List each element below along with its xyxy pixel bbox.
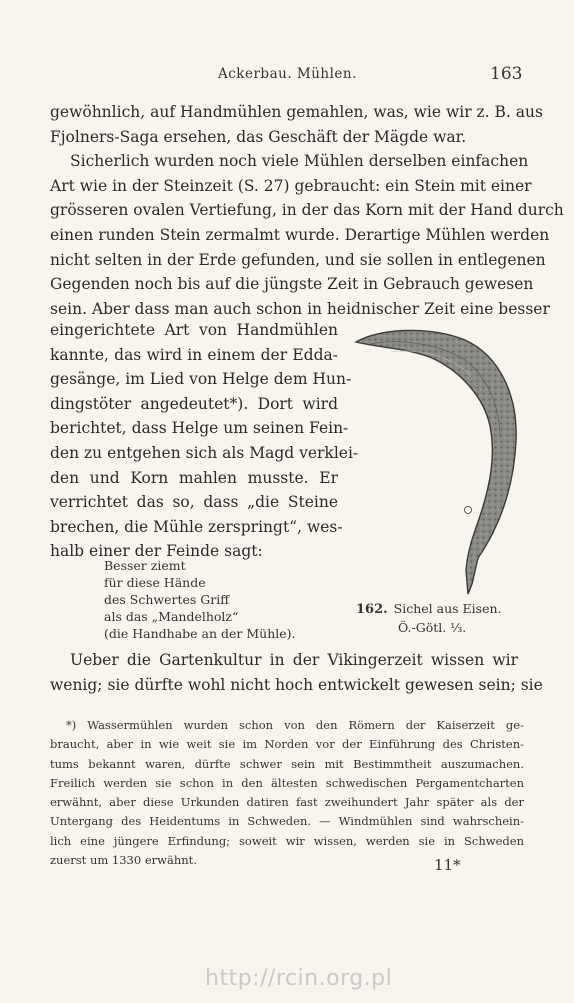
main-text-continued xyxy=(50,648,543,697)
watermark: http://rcin.org.pl xyxy=(205,966,393,991)
page-header xyxy=(0,64,574,86)
text-line: Sicherlich wurden noch viele Mühlen derselben einfachen xyxy=(70,152,529,171)
text-line: gewöhnlich, auf Handmühlen gemahlen, was, wie wir z. B. aus xyxy=(50,103,543,121)
footnote-line: Untergang des Heidentums in Schweden. — Windmühlen sind wahrschein- xyxy=(50,814,524,829)
text-line: den und Korn mahlen musste. Er xyxy=(50,468,338,487)
text-line: kannte, das wird in einem der Edda- xyxy=(50,345,338,364)
figure-caption xyxy=(356,600,526,637)
text-line: halb einer der Feinde sagt: xyxy=(50,542,263,561)
text-line: sein. Aber dass man auch schon in heidnischer Zeit eine besser xyxy=(50,299,550,318)
figure-number: 162. xyxy=(356,602,388,617)
caption-text: Sichel aus Eisen. xyxy=(393,601,502,616)
verse-line: des Schwertes Griff xyxy=(104,592,230,607)
verse-line: (die Handhabe an der Mühle). xyxy=(104,626,296,641)
text-line: nicht selten in der Erde gefunden, und sie sollen in entlegenen xyxy=(50,250,546,269)
verse-line: für diese Hände xyxy=(104,575,206,590)
text-line: brechen, die Mühle zerspringt“, wes- xyxy=(50,517,343,536)
verse-line: Besser ziemt xyxy=(104,558,186,573)
sickle-illustration xyxy=(350,326,520,601)
footnote-line: Freilich werden sie schon in den ältesten schwedischen Pergamentcharten xyxy=(50,775,524,790)
text-line: eingerichtete Art von Handmühlen xyxy=(50,321,338,339)
text-line: Gegenden noch bis auf die jüngste Zeit in Gebrauch gewesen xyxy=(50,275,534,294)
sickle-icon xyxy=(350,326,520,601)
footnote-line: erwähnt, aber diese Urkunden datiren fast zweihundert Jahr später als der xyxy=(50,795,524,810)
verse-quote xyxy=(104,557,296,642)
page-number: 163 xyxy=(490,64,523,84)
footnote xyxy=(50,716,524,870)
caption-text: Ö.-Götl. ⅓. xyxy=(398,620,467,635)
footnote-line: braucht, aber in wie weit sie im Norden vor der Einführung des Christen- xyxy=(50,737,524,752)
footnote-line: tums bekannt waren, dürfte schwer sein mit Bestimmtheit auszumachen. xyxy=(50,756,524,771)
text-line: einen runden Stein zermalmt wurde. Derartige Mühlen werden xyxy=(50,225,550,244)
main-text-wrapped xyxy=(50,318,359,564)
signature-mark: 11* xyxy=(434,856,461,874)
footnote-line: zuerst um 1330 erwähnt. xyxy=(50,853,197,868)
footnote-line: lich eine jüngere Erfindung; soweit wir wissen, werden sie in Schweden xyxy=(50,833,524,848)
text-line: Ueber die Gartenkultur in der Vikingerzeit wissen wir xyxy=(70,651,518,669)
main-text-full-width xyxy=(50,100,564,321)
text-line: Art wie in der Steinzeit (S. 27) gebraucht: ein Stein mit einer xyxy=(50,176,532,195)
text-line: berichtet, dass Helge um seinen Fein- xyxy=(50,419,349,438)
running-head: Ackerbau. Mühlen. xyxy=(218,66,357,82)
text-line: dingstöter angedeutet*). Dort wird xyxy=(50,394,338,413)
text-line: Fjolners-Saga ersehen, das Geschäft der Mägde war. xyxy=(50,127,467,146)
text-line: gesänge, im Lied von Helge dem Hun- xyxy=(50,370,352,389)
footnote-line: *) Wassermühlen wurden schon von den Römern der Kaiserzeit ge- xyxy=(66,718,524,732)
text-line: den zu entgehen sich als Magd verklei- xyxy=(50,443,359,462)
text-line: grösseren ovalen Vertiefung, in der das Korn mit der Hand durch xyxy=(50,201,564,220)
text-line: wenig; sie dürfte wohl nicht hoch entwickelt gewesen sein; sie xyxy=(50,675,543,694)
text-line: verrichtet das so, dass „die Steine xyxy=(50,493,338,512)
verse-line: als das „Mandelholz“ xyxy=(104,609,239,624)
